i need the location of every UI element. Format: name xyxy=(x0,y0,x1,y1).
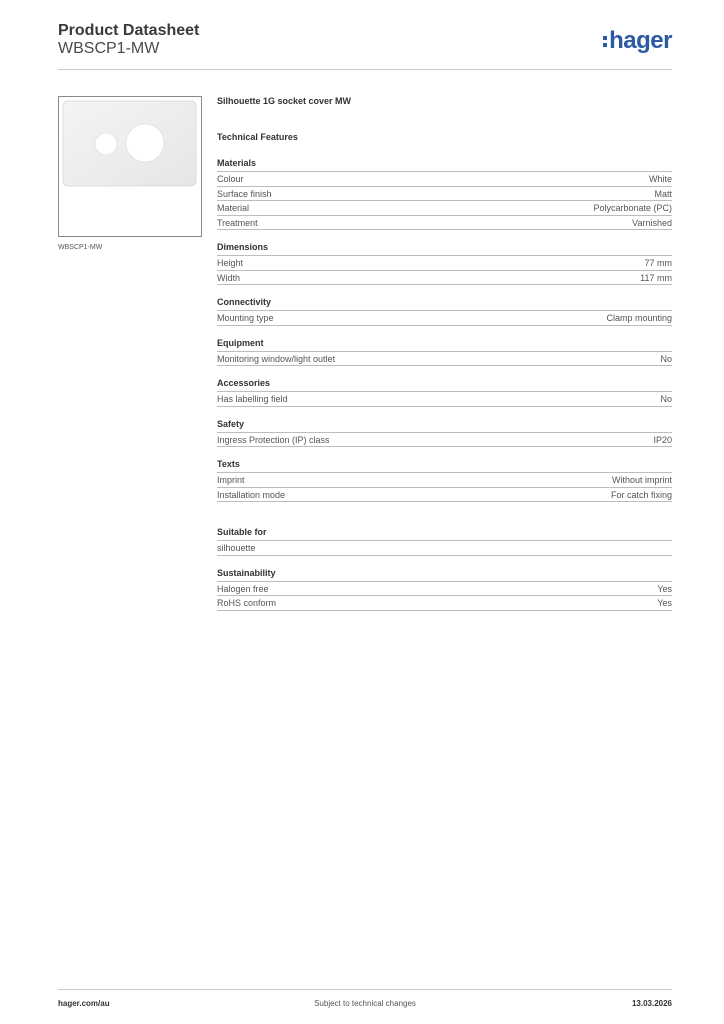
page-header xyxy=(58,22,672,70)
section-sustainability xyxy=(217,568,672,611)
feature-label: Ingress Protection (IP) class xyxy=(217,434,330,445)
feature-value: White xyxy=(648,174,672,184)
section-title: Materials xyxy=(217,158,672,172)
feature-value: Yes xyxy=(657,598,672,608)
feature-row xyxy=(217,433,672,448)
socket-cover-image xyxy=(59,97,201,236)
feature-value: Clamp mounting xyxy=(606,313,672,323)
hager-logo xyxy=(603,28,672,54)
feature-row xyxy=(217,256,672,271)
feature-label: Mounting type xyxy=(217,313,274,323)
page-footer xyxy=(58,989,672,1014)
logo-text: hager xyxy=(609,27,672,54)
section-title: Sustainability xyxy=(217,568,672,582)
footer-date: 13.03.2026 xyxy=(631,999,672,1008)
section-title: Texts xyxy=(217,459,672,473)
section-suitable-for xyxy=(217,527,672,556)
feature-label: RoHS conform xyxy=(217,598,277,608)
section-dimensions xyxy=(217,242,672,285)
feature-label: Height xyxy=(217,258,244,268)
page-title: Product Datasheet xyxy=(58,22,200,39)
section-safety xyxy=(217,419,672,448)
feature-sections xyxy=(217,158,672,611)
feature-row xyxy=(217,201,672,216)
feature-value: For catch fixing xyxy=(610,489,672,500)
feature-value: 117 mm xyxy=(640,272,672,283)
image-caption: WBSCP1-MW xyxy=(58,244,103,251)
feature-value: 77 mm xyxy=(644,258,672,268)
section-title: Connectivity xyxy=(217,297,672,311)
feature-row xyxy=(217,488,672,503)
feature-row xyxy=(217,187,672,202)
section-connectivity xyxy=(217,297,672,326)
feature-value: Polycarbonate (PC) xyxy=(593,203,672,213)
feature-row xyxy=(217,582,672,597)
product-name: Silhouette 1G socket cover MW xyxy=(217,96,352,106)
feature-label: Monitoring window/light outlet xyxy=(217,353,336,364)
section-title: Accessories xyxy=(217,378,672,392)
feature-value: No xyxy=(660,353,672,364)
datasheet-content xyxy=(217,96,672,611)
feature-value: Yes xyxy=(657,583,672,594)
feature-label: Treatment xyxy=(217,217,258,228)
feature-label: Colour xyxy=(217,174,244,184)
section-accessories xyxy=(217,378,672,407)
product-image-frame xyxy=(58,96,202,237)
section-title: Equipment xyxy=(217,338,672,352)
technical-features-heading: Technical Features xyxy=(217,132,298,142)
section-materials xyxy=(217,158,672,230)
feature-label: silhouette xyxy=(217,543,256,553)
footer-website: hager.com/au xyxy=(58,999,110,1008)
feature-row xyxy=(217,271,672,286)
product-code: WBSCP1-MW xyxy=(58,40,160,57)
feature-row xyxy=(217,541,672,556)
section-title: Suitable for xyxy=(217,527,672,541)
feature-value: No xyxy=(660,394,672,404)
footer-notice: Subject to technical changes xyxy=(314,999,416,1008)
logo-dots-icon xyxy=(603,36,607,47)
feature-label: Installation mode xyxy=(217,489,286,500)
feature-row xyxy=(217,392,672,407)
feature-row xyxy=(217,596,672,611)
feature-label: Halogen free xyxy=(217,583,269,594)
feature-label: Imprint xyxy=(217,475,245,485)
feature-row xyxy=(217,216,672,231)
feature-row xyxy=(217,172,672,187)
feature-label: Surface finish xyxy=(217,188,272,199)
feature-value: IP20 xyxy=(653,434,672,445)
feature-row xyxy=(217,473,672,488)
section-equipment xyxy=(217,338,672,367)
section-texts xyxy=(217,459,672,502)
feature-label: Material xyxy=(217,203,250,213)
feature-row xyxy=(217,311,672,326)
section-title: Safety xyxy=(217,419,672,433)
feature-value: Varnished xyxy=(632,217,672,228)
feature-row xyxy=(217,352,672,367)
feature-label: Has labelling field xyxy=(217,394,288,404)
feature-value: Without imprint xyxy=(611,475,672,485)
feature-value: Matt xyxy=(654,188,672,199)
section-title: Dimensions xyxy=(217,242,672,256)
feature-label: Width xyxy=(217,272,241,283)
